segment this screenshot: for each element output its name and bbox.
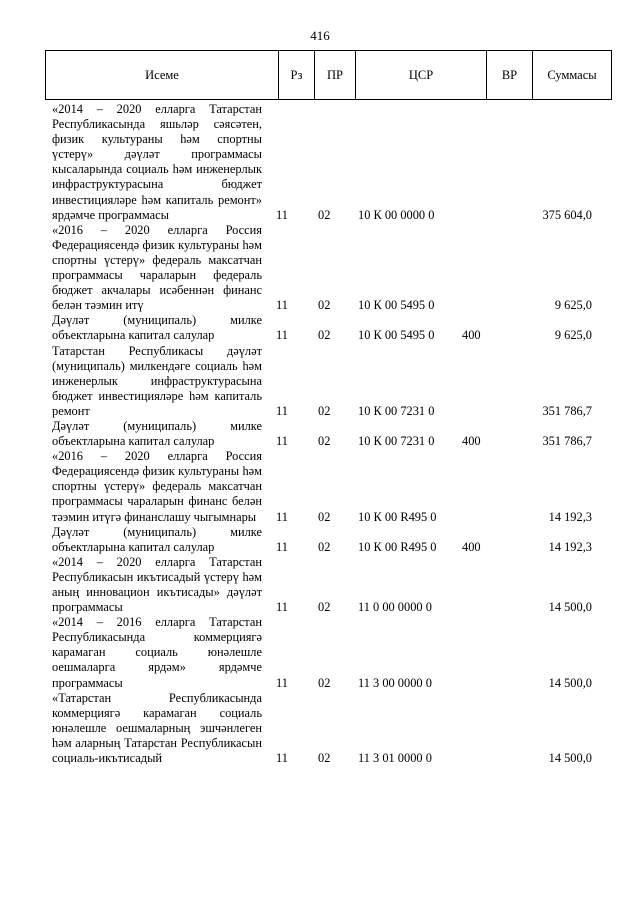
table-row — [0, 615, 640, 690]
row-csr: 10 К 00 R495 0 — [358, 539, 437, 554]
row-sum: 351 786,7 — [542, 403, 592, 418]
row-csr: 11 0 00 0000 0 — [358, 600, 432, 615]
row-pr: 02 — [318, 434, 331, 449]
header-name: Исеме — [145, 67, 179, 82]
row-rz: 11 — [276, 298, 288, 313]
row-rz: 11 — [276, 328, 288, 343]
row-rz: 11 — [276, 207, 288, 222]
row-csr: 10 К 00 5495 0 — [358, 328, 435, 343]
row-rz: 11 — [276, 751, 288, 766]
row-rz: 11 — [276, 509, 288, 524]
row-vr: 400 — [462, 539, 481, 554]
header-sum: Суммасы — [547, 67, 597, 82]
row-pr: 02 — [318, 675, 331, 690]
table-row — [0, 313, 640, 343]
table-row — [0, 223, 640, 314]
row-rz: 11 — [276, 403, 288, 418]
row-name: «Татарстан Республикасында коммерциягә карамаган социаль юнәлешле оешмаларның эшчәнлеген һәм аларның Татарстан Республикасын социаль-икътисадый — [52, 690, 262, 766]
row-csr: 10 К 00 0000 0 — [358, 207, 435, 222]
table-row — [0, 102, 640, 223]
row-name: «2014 – 2020 елларга Татарстан Республикасын икътисадый үстерү һәм аның инновацион икътисады» дәүләт программасы — [52, 554, 262, 615]
row-sum: 9 625,0 — [554, 298, 592, 313]
row-pr: 02 — [318, 600, 331, 615]
row-csr: 10 К 00 R495 0 — [358, 509, 437, 524]
row-name: «2014 – 2020 елларга Татарстан Республикасында яшьләр сәясәтен, физик культураны һәм спортны үстерү» дәүләт программасы кысаларында социаль һәм инженерлык инфраструктурасына бюджет инвестицияләре һәм капиталь ремонт» ярдәмче программасы — [52, 102, 262, 222]
row-name: Татарстан Республикасы дәүләт (муниципаль) милкендәге социаль һәм инженерлык инфраструктурасына бюджет инвестицияләре һәм капиталь ремонт — [52, 343, 262, 418]
row-csr: 10 К 00 5495 0 — [358, 298, 435, 313]
row-rz: 11 — [276, 600, 288, 615]
row-rz: 11 — [276, 539, 288, 554]
row-rz: 11 — [276, 675, 288, 690]
row-csr: 10 К 00 7231 0 — [358, 434, 435, 449]
row-name: «2014 – 2016 елларга Татарстан Республикасында коммерциягә карамаган социаль юнәлешле оешмаларга ярдәм» ярдәмче программасы — [52, 615, 262, 690]
row-name: Дәүләт (муниципаль) милке объектларына капитал салулар — [52, 418, 262, 449]
row-sum: 351 786,7 — [542, 434, 592, 449]
header-rz: Рз — [290, 67, 303, 82]
row-pr: 02 — [318, 509, 331, 524]
page-number: 416 — [310, 28, 330, 43]
row-sum: 14 500,0 — [548, 600, 592, 615]
row-pr: 02 — [318, 298, 331, 313]
row-pr: 02 — [318, 751, 331, 766]
table-row — [0, 691, 640, 766]
row-pr: 02 — [318, 328, 331, 343]
row-name: Дәүләт (муниципаль) милке объектларына капитал салулар — [52, 524, 262, 554]
row-sum: 9 625,0 — [554, 328, 592, 343]
table-row — [0, 555, 640, 615]
row-csr: 10 К 00 7231 0 — [358, 403, 435, 418]
header-csr: ЦСР — [408, 67, 434, 82]
row-csr: 11 3 00 0000 0 — [358, 675, 432, 690]
table-header — [45, 50, 612, 100]
table-row — [0, 344, 640, 419]
table-body — [0, 102, 640, 766]
row-rz: 11 — [276, 434, 288, 449]
row-sum: 14 500,0 — [548, 675, 592, 690]
header-vr: ВР — [501, 67, 518, 82]
row-name: «2016 – 2020 елларга Россия Федерациясендә физик культураны һәм спортны үстерү» федераль максатчан программасы чараларын федераль бюджет акчалары исәбеннән финанс белән тәэмин итү — [52, 222, 262, 313]
row-csr: 11 3 01 0000 0 — [358, 751, 432, 766]
row-pr: 02 — [318, 539, 331, 554]
row-name: «2016 – 2020 елларга Россия Федерациясендә физик культураны һәм спортны үстерү» федераль максатчан программасы чараларын финанс белән тәэмин итүгә финанслашу чыгымнары — [52, 449, 262, 524]
table-row — [0, 525, 640, 555]
row-sum: 14 192,3 — [548, 509, 592, 524]
row-name: Дәүләт (муниципаль) милке объектларына капитал салулар — [52, 313, 262, 343]
table-row — [0, 449, 640, 524]
row-vr: 400 — [462, 328, 481, 343]
row-sum: 375 604,0 — [542, 207, 592, 222]
row-sum: 14 500,0 — [548, 751, 592, 766]
table-row — [0, 419, 640, 449]
header-pr: ПР — [327, 67, 343, 82]
row-pr: 02 — [318, 207, 331, 222]
row-vr: 400 — [462, 434, 481, 449]
row-sum: 14 192,3 — [548, 539, 592, 554]
row-pr: 02 — [318, 403, 331, 418]
